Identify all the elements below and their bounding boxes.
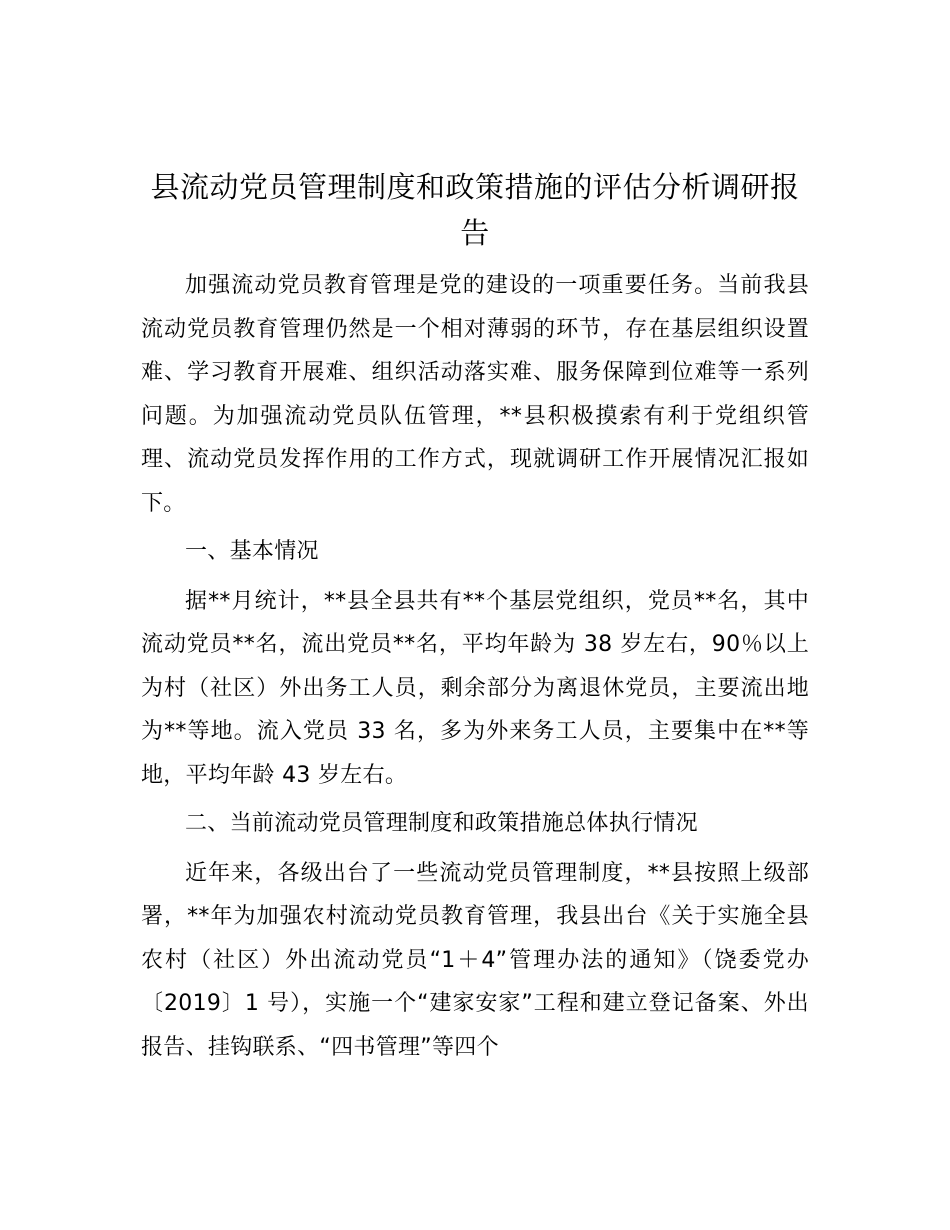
- section-2-heading: 二、当前流动党员管理制度和政策措施总体执行情况: [185, 811, 698, 836]
- intro-paragraph: 加强流动党员教育管理是党的建设的一项重要任务。当前我县流动党员教育管理仍然是一个相对薄弱的环节，存在基层组织设置难、学习教育开展难、组织活动落实难、服务保障到位难等一系列问题。为加强流动党员队伍管理，**县积极摸索有利于党组织管理、流动党员发挥作用的工作方式，现就调研工作开展情况汇报如下。: [141, 273, 809, 516]
- section-1-heading: 一、基本情况: [185, 539, 319, 564]
- section-1-paragraph: 据**月统计，**县全县共有**个基层党组织，党员**名，其中流动党员**名，流出党员**名，平均年龄为 38 岁左右，90％以上为村（社区）外出务工人员，剩余部分为离退休党员，主要流出地为**等地。流入党员 33 名，多为外来务工人员，主要集中在**等地，平均年龄 43 岁左右。: [141, 588, 809, 788]
- document-body: [141, 264, 809, 1069]
- section-2-paragraph: 近年来，各级出台了一些流动党员管理制度，**县按照上级部署，**年为加强农村流动党员教育管理，我县出台《关于实施全县农村（社区）外出流动党员“1＋4”管理办法的通知》（饶委党办〔2019〕1 号），实施一个“建家安家”工程和建立登记备案、外出报告、挂钩联系、“四书管理”等四个: [141, 860, 809, 1060]
- document-title: 县流动党员管理制度和政策措施的评估分析调研报告: [150, 170, 800, 250]
